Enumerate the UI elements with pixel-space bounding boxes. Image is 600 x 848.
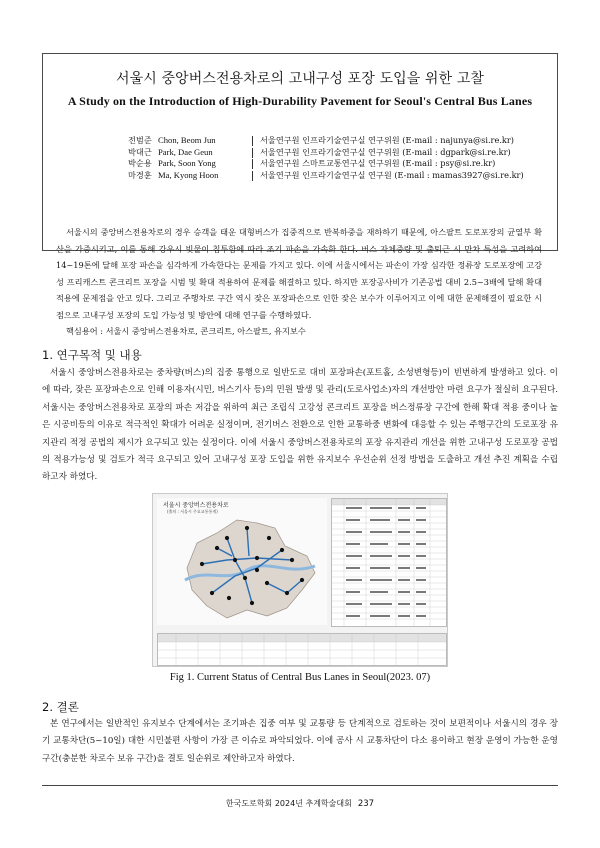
page-number: 237 bbox=[357, 799, 375, 809]
author-name-ko: 박순용 bbox=[128, 158, 152, 169]
map-title: 서울시 중앙버스전용차로 bbox=[163, 502, 229, 509]
title-box bbox=[42, 53, 558, 251]
figure-caption: Fig 1. Current Status of Central Bus Lanes in Seoul(2023. 07) bbox=[169, 672, 431, 683]
paper-title-english: A Study on the Introduction of High-Durability Pavement for Seoul's Central Bus Lanes bbox=[67, 94, 533, 108]
author-name-en: Ma, Kyong Hoon bbox=[158, 169, 219, 180]
seoul-map bbox=[157, 498, 327, 625]
seoul-map-graphic bbox=[157, 498, 327, 625]
author-affiliation: 서울연구원 인프라기술연구실 연구원 (E-mail : mamas3927@si.re.kr) bbox=[260, 169, 524, 180]
keywords: 핵심용어 : 서울시 중앙버스전용차로, 콘크리트, 아스팔트, 유지보수 bbox=[66, 326, 306, 336]
author-name-ko: 전범준 bbox=[128, 135, 152, 145]
table-grid-graphic bbox=[332, 499, 446, 626]
abstract-text: 서울시의 중앙버스전용차로의 경우 승객을 태운 대형버스가 집중적으로 반복하중을 재하하기 때문에, 아스팔트 도로포장의 균열부 확산을 가중시키고, 이를 통해 강우시 빗물이 침투함에 따라 조기 파손을 가속화 한다. 버스 자체중량 및 출퇴근 시 만차 특성을 고려하여 14~19톤에 달해 포장 파손을 심각하게 가속한다는 문제를 가지고 있다. 이에 서울시에서는 파손이 가장 심각한 정류장 도로포장에 고강성 프리캐스트 콘크리트 포장을 시범 및 확대 적용하여 문제를 해결하고 있다. 하지만 포장공사비가 기존공법 대비 2.5~3배에 달해 확대적용에 문제점을 안고 있다. 그리고 주행차로 구간 역시 잦은 포장파손으로 인한 잦은 보수가 이루어지고 이에 대한 문제해결이 필요한 시점으로 고내구성 포장의 도입 가능성 및 방안에 대해 연구를 수행하였다. bbox=[56, 227, 542, 320]
footer-divider bbox=[42, 785, 558, 786]
section-body-1 bbox=[42, 365, 558, 487]
author-name-ko: 박대근 bbox=[128, 146, 152, 157]
section-heading-2: 2. 결론 bbox=[42, 700, 79, 714]
author-divider bbox=[252, 148, 253, 158]
section-heading-1: 1. 연구목적 및 내용 bbox=[42, 348, 142, 362]
map-subtitle: (출처 : 서울시 주요교통통계) bbox=[167, 509, 218, 514]
author-divider bbox=[252, 159, 253, 169]
summary-grid-graphic bbox=[158, 634, 446, 665]
author-affiliation: 서울연구원 인프라기술연구실 연구위원 (E-mail : najunya@si.re.kr) bbox=[260, 135, 514, 145]
author-affiliation: 서울연구원 인프라기술연구실 연구위원 (E-mail : dgpark@si.re.kr) bbox=[260, 146, 511, 157]
section-2-paragraph: 본 연구에서는 일반적인 유지보수 단계에서는 조기파손 집중 여부 및 교통량 등 단계적으로 검토하는 것이 보편적이나 서울시의 경우 장기 교통차단(5~10일) 대한 시민불편 사항이 가장 큰 이슈로 파악되었다. 이에 공사 시 교통차단이 다소 용이하고 현장 운영이 가능한 운영구간(충분한 차로수 보유 구간)을 결토 일순위로 제안하고자 하였다. bbox=[42, 719, 558, 764]
author-name-en: Park, Soon Yong bbox=[158, 158, 216, 169]
author-name-ko: 마경훈 bbox=[128, 169, 152, 180]
author-name-en: Park, Dae Geun bbox=[158, 146, 213, 157]
author-divider bbox=[252, 171, 253, 181]
section-1-paragraph: 서울시 중앙버스전용차로는 중차량(버스)의 집중 통행으로 일반도로 대비 포장파손(포트홀, 소성변형등)이 빈번하게 발생하고 있다. 이에 따라, 잦은 포장파손으로 인해 이용자(시민, 버스기사 등)의 민원 발생 및 관리(도로사업소)자의 개선방안 마련 요구가 절실히 요구된다. 서울시는 중앙버스전용차로 포장의 파손 저감을 위하여 최근 조립식 고강성 콘크리트 포장을 버스정류장 구간에 한해 확대 적용 중이나 높은 시공비등의 이유로 적극적인 확대가 어려운 실정이며, 전기버스 전환으로 인한 교통하중 변화에 대응할 수 있는 주행구간의 도로포장 유지관리 적정 공법의 제시가 요구되고 있는 실정이다. 이에 서울시 중앙버스전용차로의 포장 유지관리 개선을 위한 고내구성 도로포장 공법의 적용가능성 및 검토가 적극 요구되고 있어 고내구성 포장 도입을 위한 유지보수 우선순위 선정 방법을 도출하고 개선 추진 계획을 수립하고자 하였다. bbox=[42, 368, 558, 483]
author-affiliation: 서울연구원 스마트교통연구실 연구위원 (E-mail : psy@si.re.kr) bbox=[260, 158, 496, 169]
paper-title-korean: 서울시 중앙버스전용차로의 고내구성 포장 도입을 위한 고찰 bbox=[116, 71, 484, 87]
conference-name: 한국도로학회 2024년 추계학술대회 bbox=[225, 799, 352, 808]
figure-data-table bbox=[331, 498, 447, 627]
page-footer bbox=[0, 798, 600, 809]
author-divider bbox=[252, 136, 253, 146]
abstract bbox=[56, 224, 542, 340]
author-name-en: Chon, Beom Jun bbox=[158, 135, 216, 145]
figure-bus-lane-map bbox=[152, 493, 448, 667]
figure-summary-table bbox=[157, 633, 447, 666]
section-body-2 bbox=[42, 716, 558, 768]
